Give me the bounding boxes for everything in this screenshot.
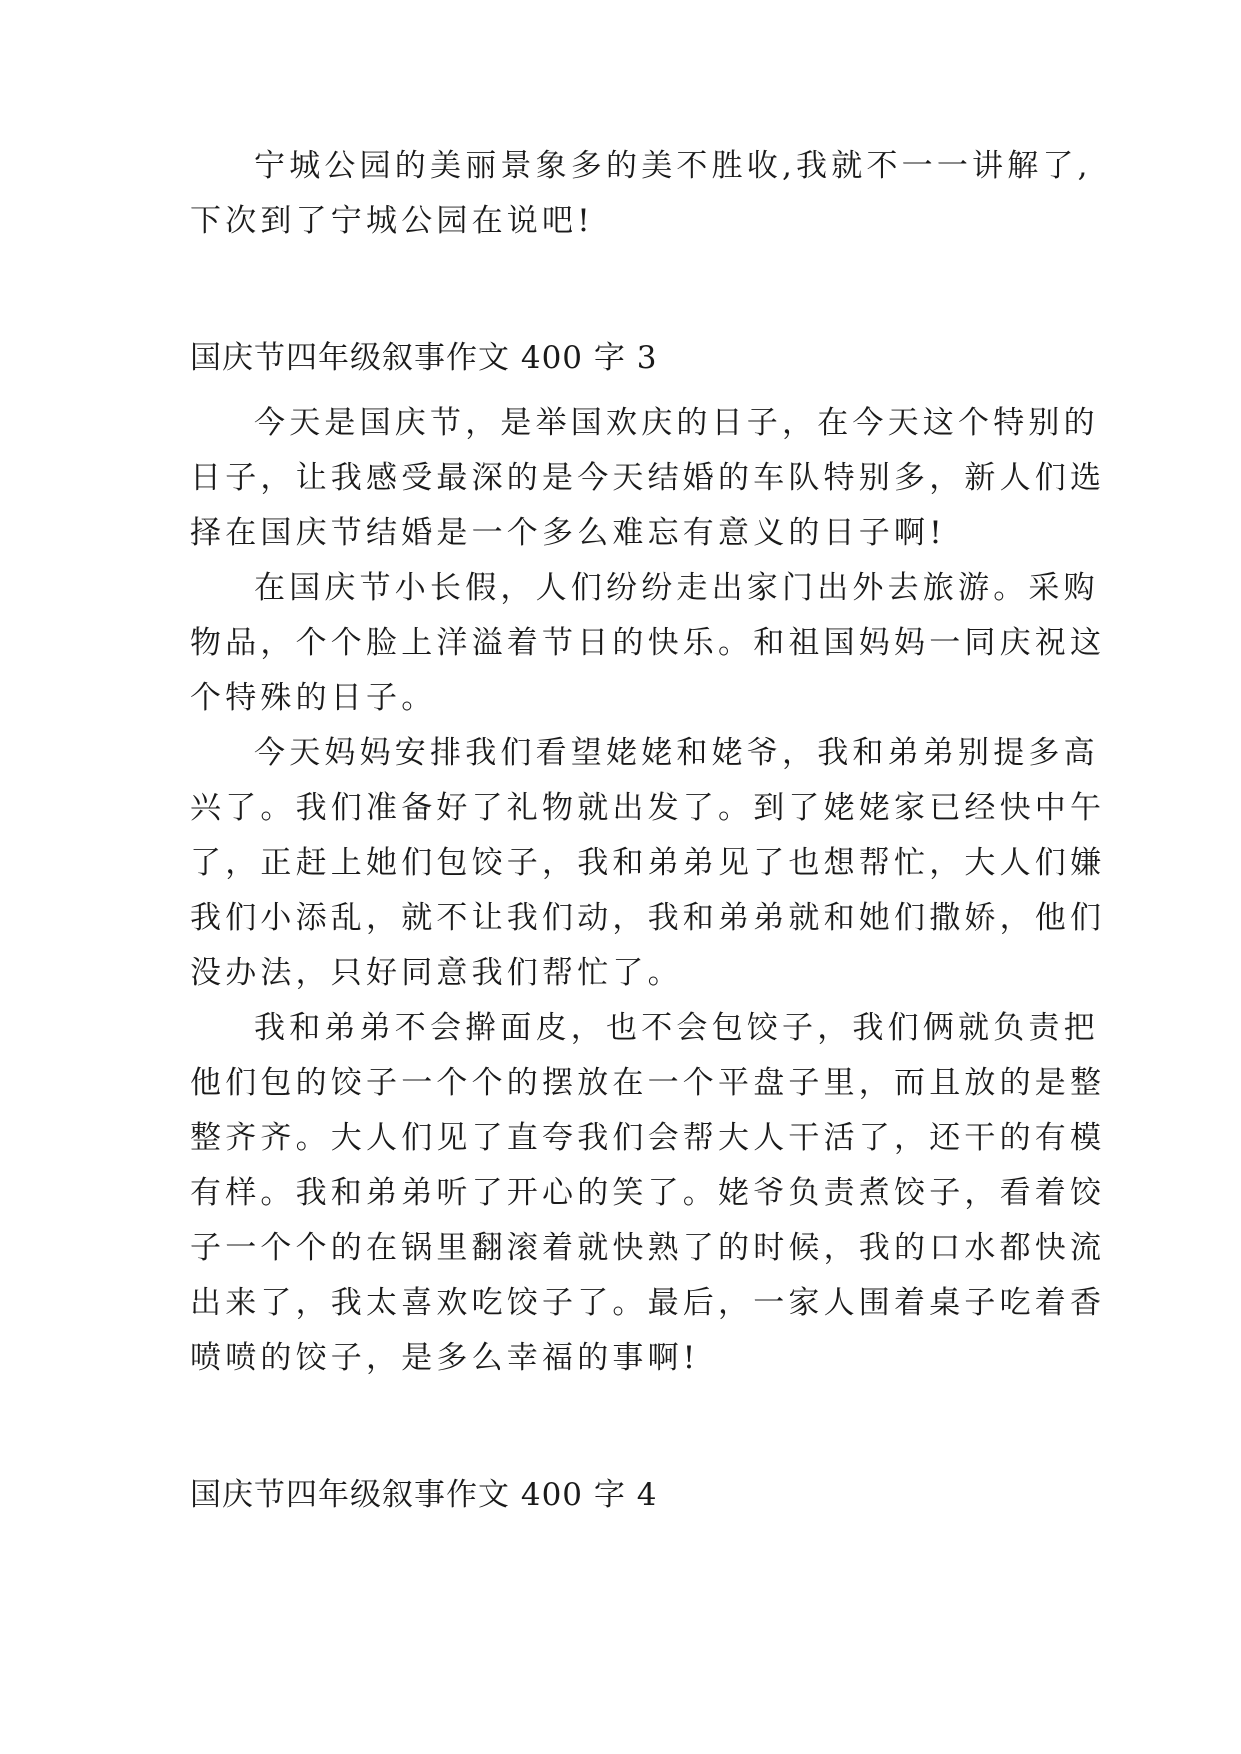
section-heading: 国庆节四年级叙事作文 400 字 3 (190, 340, 658, 376)
paragraph-line: 在国庆节小长假，人们纷纷走出家门出外去旅游。采购 (254, 570, 1099, 606)
paragraph-line: 物品，个个脸上洋溢着节日的快乐。和祖国妈妈一同庆祝这 (190, 625, 1106, 661)
paragraph-line: 子一个个的在锅里翻滚着就快熟了的时候，我的口水都快流 (190, 1230, 1106, 1266)
paragraph-line: 了，正赶上她们包饺子，我和弟弟见了也想帮忙，大人们嫌 (190, 845, 1106, 881)
paragraph-line: 我们小添乱，就不让我们动，我和弟弟就和她们撒娇，他们 (190, 900, 1106, 936)
paragraph-line: 宁城公园的美丽景象多的美不胜收,我就不一一讲解了, (254, 148, 1092, 184)
paragraph-line: 今天妈妈安排我们看望姥姥和姥爷，我和弟弟别提多高 (254, 735, 1099, 771)
paragraph-line: 日子，让我感受最深的是今天结婚的车队特别多，新人们选 (190, 460, 1106, 496)
paragraph-line: 没办法，只好同意我们帮忙了。 (190, 955, 683, 991)
paragraph-line: 今天是国庆节，是举国欢庆的日子，在今天这个特别的 (254, 405, 1099, 441)
paragraph-line: 择在国庆节结婚是一个多么难忘有意义的日子啊! (190, 515, 946, 551)
paragraph-line: 他们包的饺子一个个的摆放在一个平盘子里，而且放的是整 (190, 1065, 1106, 1101)
paragraph-line: 整齐齐。大人们见了直夸我们会帮大人干活了，还干的有模 (190, 1120, 1106, 1156)
paragraph-line: 兴了。我们准备好了礼物就出发了。到了姥姥家已经快中午 (190, 790, 1106, 826)
paragraph-line: 喷喷的饺子，是多么幸福的事啊! (190, 1340, 700, 1376)
paragraph-line: 有样。我和弟弟听了开心的笑了。姥爷负责煮饺子，看着饺 (190, 1175, 1106, 1211)
paragraph-line: 个特殊的日子。 (190, 680, 437, 716)
paragraph-line: 我和弟弟不会擀面皮，也不会包饺子，我们俩就负责把 (254, 1010, 1099, 1046)
section-heading: 国庆节四年级叙事作文 400 字 4 (190, 1477, 658, 1513)
paragraph-line: 出来了，我太喜欢吃饺子了。最后，一家人围着桌子吃着香 (190, 1285, 1106, 1321)
paragraph-line: 下次到了宁城公园在说吧! (190, 203, 594, 239)
